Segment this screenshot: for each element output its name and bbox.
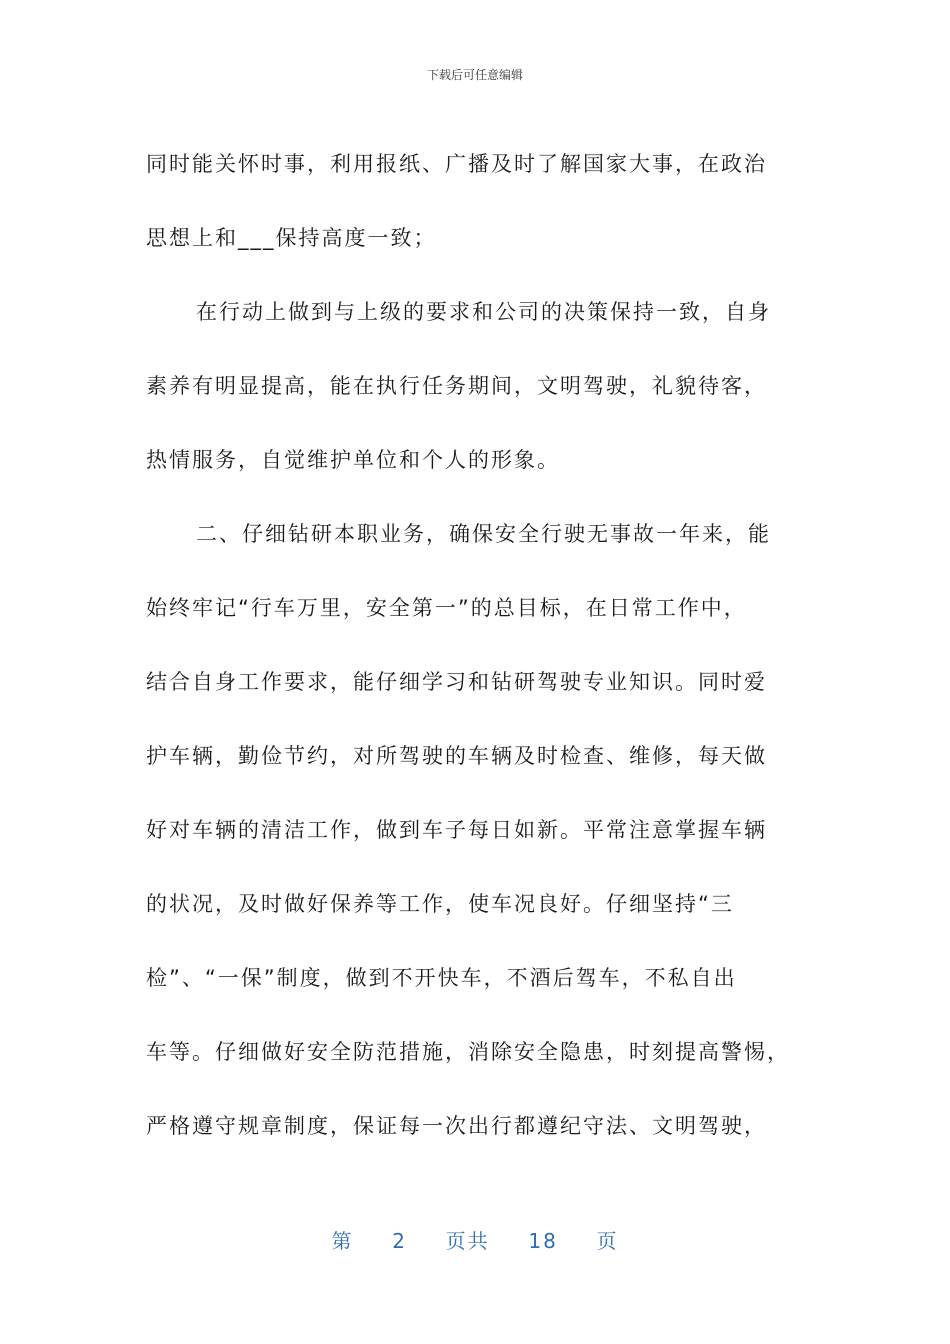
current-page-number: 2 [392,1229,407,1253]
text-line: 严格遵守规章制度，保证每一次出行都遵纪守法、文明驾驶， [146,1114,767,1138]
footer-prefix: 第 [331,1229,354,1253]
footer-middle: 页共 [445,1229,490,1253]
text-line: 的状况，及时做好保养等工作，使车况良好。仔细坚持“三 [146,892,734,916]
text-line: 始终牢记“行车万里，安全第一”的总目标，在日常工作中， [146,596,747,620]
total-pages-number: 18 [528,1229,558,1253]
text-line: 检”、“一保”制度，做到不开快车，不酒后驾车，不私自出 [146,966,737,990]
text-line: 素养有明显提高，能在执行任务期间，文明驾驶，礼貌待客， [146,374,767,398]
text-line: 车等。仔细做好安全防范措施，消除安全隐患，时刻提高警惕， [146,1040,790,1064]
document-body [146,127,806,1163]
paragraph-start-line: 二、仔细钻研本职业务，确保安全行驶无事故一年来，能 [196,522,771,546]
paragraph-start-line: 在行动上做到与上级的要求和公司的决策保持一致，自身 [196,300,771,324]
text-line: 思想上和___保持高度一致； [146,226,437,250]
text-line: 护车辆，勤俭节约，对所驾驶的车辆及时检查、维修，每天做 [146,744,767,768]
text-line: 好对车辆的清洁工作，做到车子每日如新。平常注意掌握车辆 [146,818,767,842]
footer-suffix: 页 [596,1229,619,1253]
header-note: 下载后可任意编辑 [426,68,523,82]
text-line: 同时能关怀时事，利用报纸、广播及时了解国家大事，在政治 [146,152,767,176]
text-line: 结合自身工作要求，能仔细学习和钻研驾驶专业知识。同时爱 [146,670,767,694]
page-footer [0,1225,950,1254]
text-line: 热情服务，自觉维护单位和个人的形象。 [146,448,560,472]
